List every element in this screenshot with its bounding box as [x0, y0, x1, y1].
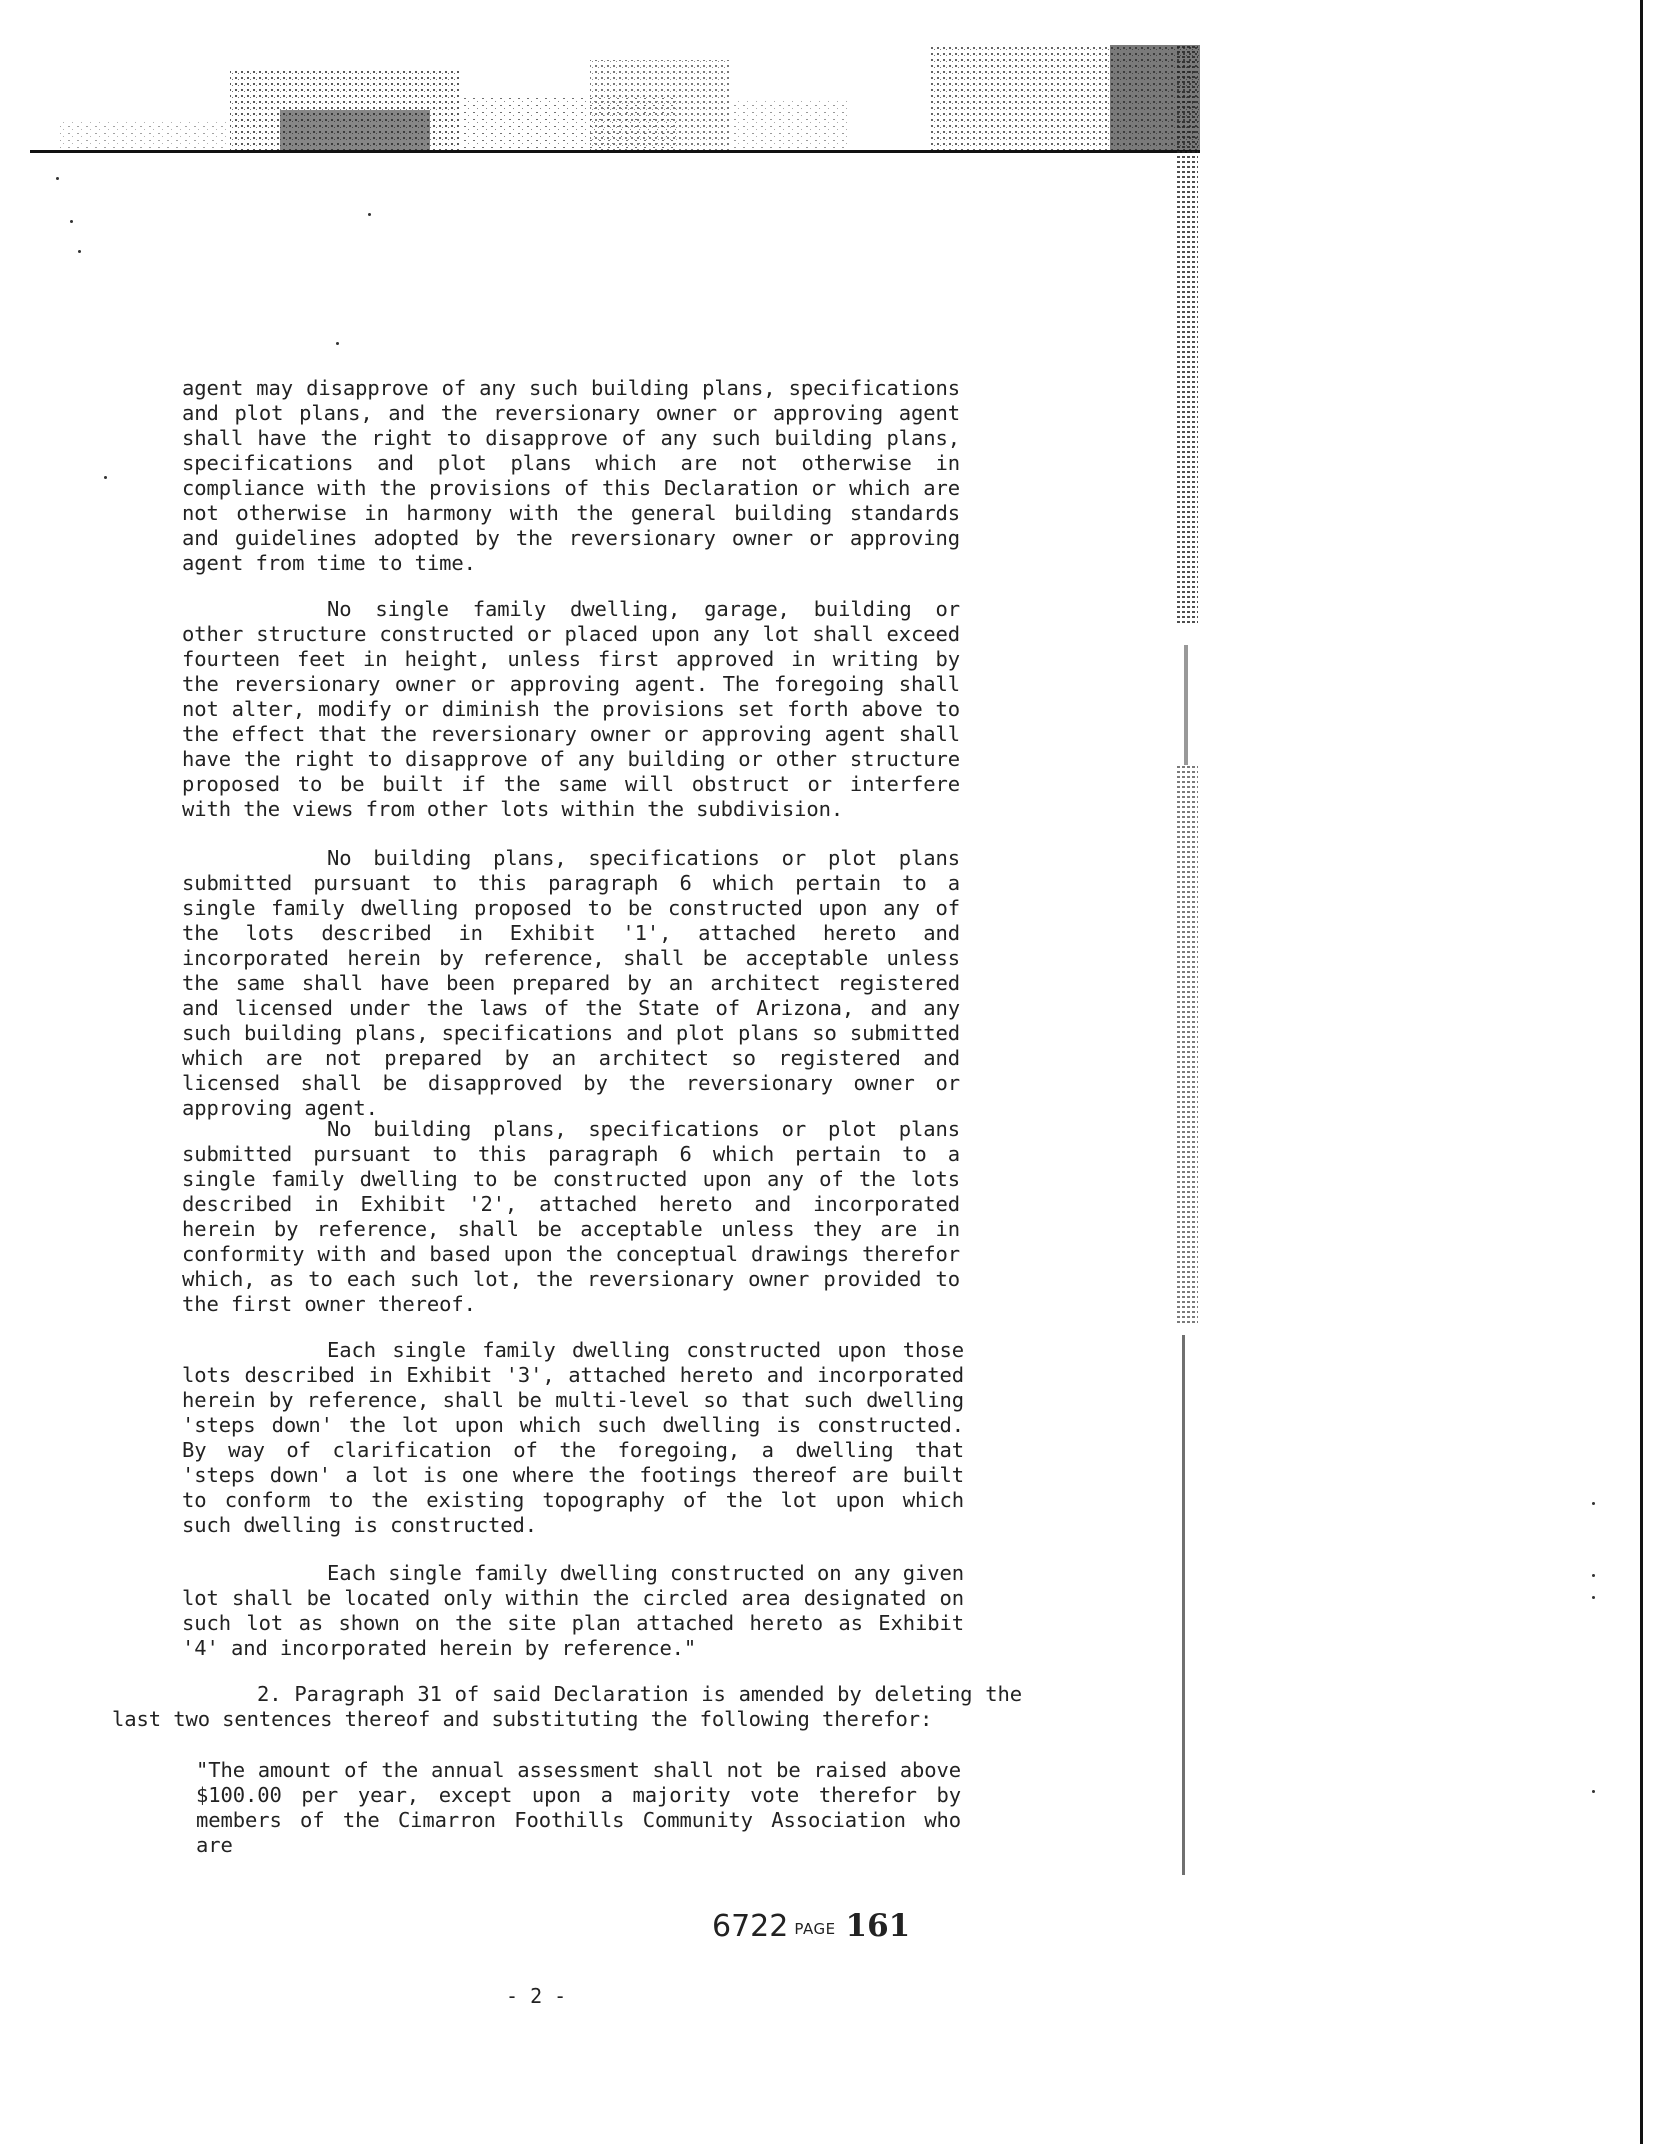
recording-stamp [712, 1908, 910, 1944]
scan-speck [70, 220, 73, 223]
scan-top-rule [30, 150, 1200, 153]
scan-speck [336, 342, 339, 345]
stamp-book-number: 6722 [712, 1909, 789, 1944]
scan-speck [104, 476, 107, 479]
scan-speck [1592, 1596, 1595, 1599]
scan-speck [368, 213, 371, 216]
paragraph-height-restriction: No single family dwelling, garage, building or other structure constructed or placed upon any lot shall exceed fourteen feet in height, unless first approved in writing by the reversionary owner or approving agent. The foregoing shall not alter, modify or diminish the provisions set forth above to the effect that the reversionary owner or approving agent shall have the right to disapprove of any building or other structure proposed to be built if the same will obstruct or interfere with the views from other lots within the subdivision. [182, 597, 960, 821]
stamp-page-number: 161 [845, 1908, 911, 1944]
scan-noise-right-margin [1176, 45, 1198, 1875]
scan-speck [1592, 1574, 1595, 1577]
paragraph-annual-assessment: "The amount of the annual assessment shall not be raised above $100.00 per year, except upon a majority vote therefor by members of the Cimarron Foothills Community Association who are [196, 1758, 961, 1857]
scan-speck [56, 177, 59, 180]
paragraph-exhibit-1-architect: No building plans, specifications or plot plans submitted pursuant to this paragraph 6 which pertain to a single family dwelling proposed to be constructed upon any of the lots described in Exhibit '1', attached hereto and incorporated herein by reference, shall be acceptable unless the same shall have been prepared by an architect registered and licensed under the laws of the State of Arizona, and any such building plans, specifications and plot plans so submitted which are not prepared by an architect so registered and licensed shall be disapproved by the reversionary owner or approving agent. [182, 846, 960, 1120]
paragraph-exhibit-4-site-plan: Each single family dwelling constructed on any given lot shall be located only within the circled area designated on such lot as shown on the site plan attached hereto as Exhibit '4' and incorporated herein by reference." [182, 1561, 964, 1660]
paragraph-exhibit-3-multilevel: Each single family dwelling constructed upon those lots described in Exhibit '3', attached hereto and incorporated herein by reference, shall be multi-level so that such dwelling 'steps down' the lot upon which such dwelling is constructed. By way of clarification of the foregoing, a dwelling that 'steps down' a lot is one where the footings thereof are built to conform to the existing topography of the lot upon which such dwelling is constructed. [182, 1338, 964, 1537]
scan-noise-header [30, 40, 1200, 152]
stamp-page-label: PAGE [794, 1920, 836, 1938]
paragraph-approval-continuation: agent may disapprove of any such building plans, specifications and plot plans, and the reversionary owner or approving agent shall have the right to disapprove of any such building plans, specifications and plot plans which are not otherwise in compliance with the provisions of this Declaration or which are not otherwise in harmony with the general building standards and guidelines adopted by the reversionary owner or approving agent from time to time. [182, 376, 960, 575]
page-folio: - 2 - [506, 1984, 567, 2008]
scan-speck [1592, 1790, 1595, 1793]
page-edge-line [1640, 0, 1643, 2144]
scan-speck [1592, 1502, 1595, 1505]
scan-speck [78, 250, 81, 253]
paragraph-exhibit-2-conceptual: No building plans, specifications or plot plans submitted pursuant to this paragraph 6 which pertain to a single family dwelling to be constructed upon any of the lots described in Exhibit '2', attached hereto and incorporated herein by reference, shall be acceptable unless they are in conformity with and based upon the conceptual drawings therefor which, as to each such lot, the reversionary owner provided to the first owner thereof. [182, 1117, 960, 1316]
paragraph-31-amendment: 2. Paragraph 31 of said Declaration is amended by deleting the last two sentences thereof and substituting the following therefor: [112, 1682, 1022, 1731]
